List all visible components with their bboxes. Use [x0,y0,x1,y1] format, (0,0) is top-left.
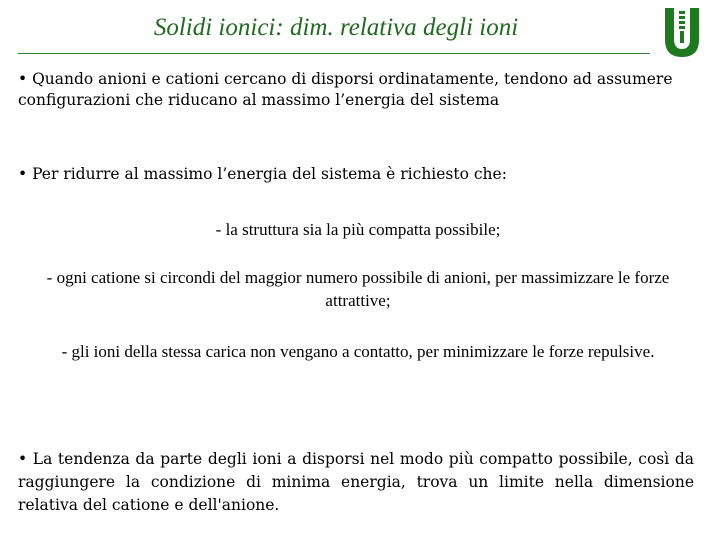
bullet-energy-requirements: • Per ridurre al massimo l’energia del sistema è richiesto che: [18,165,507,183]
requirement-coordination: - ogni catione si circondi del maggior numero possibile di anioni, per massimizzare le forze attrattive; [46,268,670,310]
university-u-logo-icon [660,5,704,59]
requirement-compact-structure: - la struttura sia la più compatta possibile; [215,220,501,239]
slide-title: Solidi ionici: dim. relativa degli ioni [153,14,519,41]
title-divider [18,53,650,54]
requirement-same-charge: - gli ioni della stessa carica non vengano a contatto, per minimizzare le forze repulsive. [61,342,655,361]
bullet-configurations: • Quando anioni e cationi cercano di disporsi ordinatamente, tendono ad assumere configurazioni che riducano al massimo l’energia del sistema [18,70,673,109]
bullet-size-limit: • La tendenza da parte degli ioni a disporsi nel modo più compatto possibile, così da raggiungere la condizione di minima energia, trova un limite nella dimensione relativa del catione e dell'anione. [18,450,694,514]
